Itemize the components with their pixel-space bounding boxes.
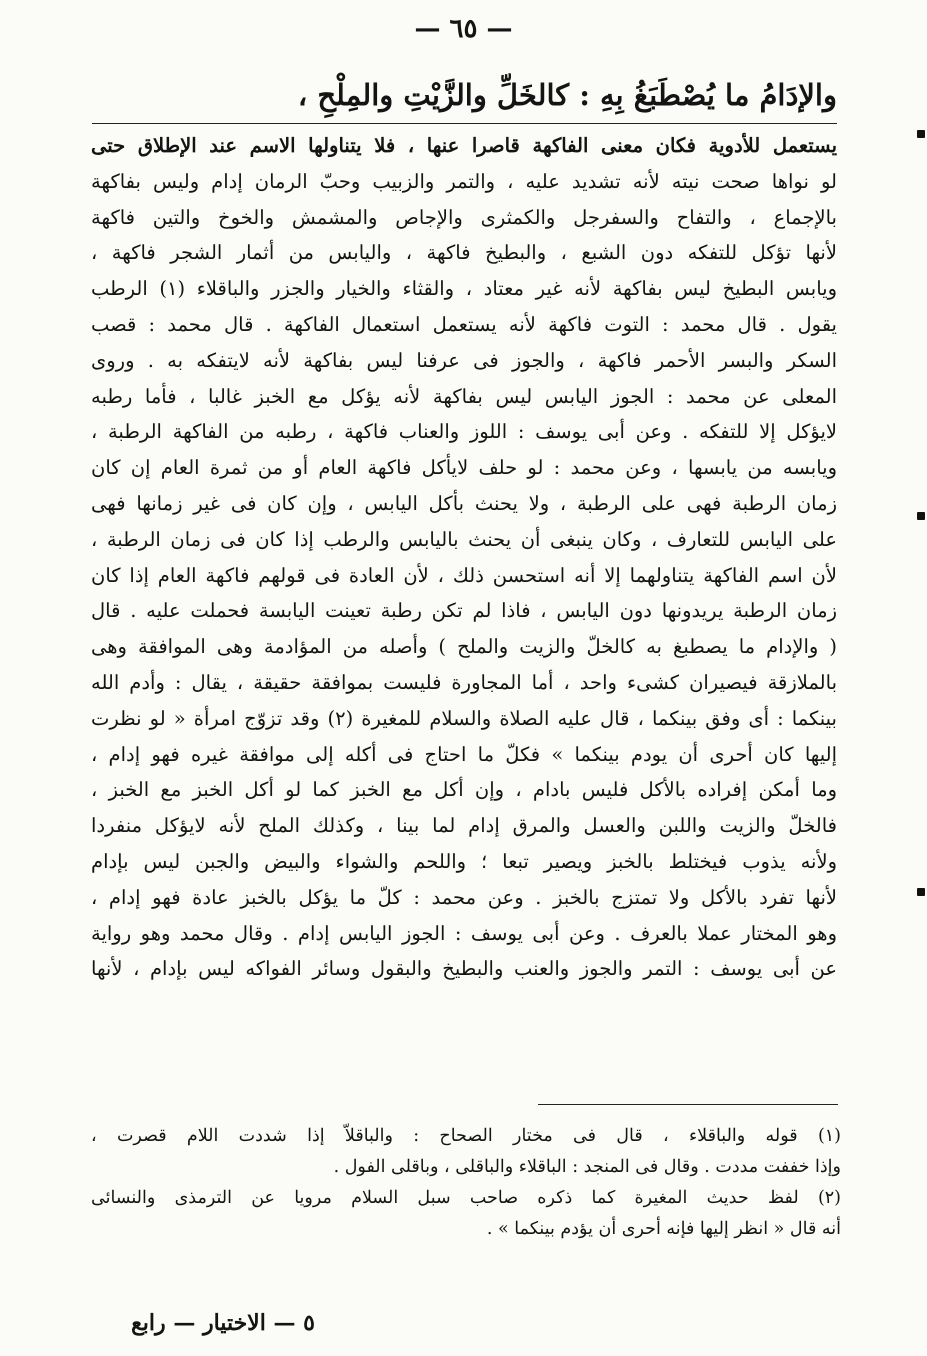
text-line: بينكما : أى وفق بينكما ، قال عليه الصلاة والسلام للمغيرة (٢) وقد تزوّج امرأة « لو نظرت <box>91 706 837 730</box>
printer-signature: ٥ — الاختيار — رابع <box>131 1310 315 1336</box>
footnote-rule <box>538 1104 838 1105</box>
margin-mark <box>917 512 925 520</box>
text-line: وهو المختار عملا بالعرف . وعن أبى يوسف : الجوز اليابس إدام . وقال محمد وهو رواية <box>91 921 837 945</box>
footnote-line: (١) قوله والباقلاء ، قال فى مختار الصحاح : والباقلاّ إذا شددت اللام قصرت ، <box>91 1126 841 1146</box>
text-line: فالخلّ والزيت واللبن والعسل والمرق إدام لما بينا ، وكذلك الملح لأنه لايؤكل منفردا <box>91 814 837 838</box>
text-line: زمان الرطبة يريدونها دون اليابس ، فاذا لم تكن رطبة تعينت اليابسة فحملت عليه . قال <box>91 599 837 623</box>
text-line: ويابسه من يابسها ، وعن محمد : لو حلف لايأكل فاكهة العام أو من ثمرة العام إن كان <box>91 456 837 480</box>
text-line: لأنها تؤكل للتفكه دون الشبع ، والبطيخ فاكهة ، واليابس من أثمار الشجر فاكهة ، <box>91 241 837 265</box>
text-line: لايؤكل إلا للتفكه . وعن أبى يوسف : اللوز والعناب فاكهة ، رطبه من الفاكهة الرطبة ، <box>91 420 837 444</box>
footnote-line: أنه قال « انظر إليها فإنه أحرى أن يؤدم بينكما » . <box>486 1219 841 1239</box>
text-line: لو نواها صحت نيته لأنه تشديد عليه ، والتمر والزبيب وحبّ الرمان إدام وليس بفاكهة <box>91 169 837 193</box>
text-line: بالإجماع ، والتفاح والسفرجل والكمثرى والإجاص والمشمش والخوخ والتين فاكهة <box>91 205 837 229</box>
footnote-line: وإذا خففت مددت . وقال فى المنجد : الباقلاء والباقلى ، وباقلى الفول . <box>333 1157 841 1177</box>
text-line: زمان الرطبة فهى على الرطبة ، ولا يحنث بأكل اليابس ، وإن كان فى غير زمانها فهى <box>91 491 837 515</box>
margin-mark <box>917 130 925 138</box>
text-line: بالملازقة فيصيران كشىء واحد ، أما المجاورة فليست بموافقة حقيقة ، يقال : وأدم الله <box>91 670 837 694</box>
text-line: لأنها تفرد بالأكل ولا تمتزج بالخبز . وعن محمد : كلّ ما يؤكل بالخبز عادة فهو إدام ، <box>91 885 837 909</box>
text-line: إليها كان أحرى أن يودم بينكما » فكلّ ما احتاج فى أكله إلى موافقة غيره فهو إدام ، <box>91 742 837 766</box>
text-line: وما أمكن إفراده بالأكل فليس بادام ، وإن أكل مع الخبز كما لو أكل الخبز مع الخبز ، <box>91 778 837 802</box>
text-line: ولأنه يذوب فيختلط بالخبز ويصير تبعا ؛ واللحم والشواء والبيض والجبن ليس بإدام <box>91 849 837 873</box>
text-line: السكر والبسر الأحمر فاكهة ، والجوز فى عرفنا ليس بفاكهة لأنه لايتفكه به . وروى <box>91 348 837 372</box>
margin-mark <box>917 888 925 896</box>
page-number: — ٦٥ — <box>414 14 513 44</box>
heading-rule <box>92 123 837 124</box>
text-line: لأن اسم الفاكهة يتناولهما إلا أنه استحسن ذلك ، لأن العادة فى قولهم فاكهة العام إذا كان <box>91 563 837 587</box>
footnote-line: (٢) لفظ حديث المغيرة كما ذكره صاحب سبل السلام مرويا عن الترمذى والنسائى <box>91 1188 841 1208</box>
text-line: على اليابس للتعارف ، وكان ينبغى أن يحنث باليابس والرطب إذا كان فى زمان الرطبة ، <box>91 527 837 551</box>
section-heading: والإدَامُ ما يُصْطَبَغُ بِهِ : كالخَلِّ والزَّيْتِ والمِلْحِ ، <box>297 78 837 112</box>
text-line: ويابس البطيخ ليس بفاكهة لأنه غير معتاد ، والقثاء والخيار والجزر والباقلاء (١) الرطب <box>91 277 837 301</box>
body-text <box>91 128 837 987</box>
text-line: عن أبى يوسف : التمر والجوز والعنب والبطيخ والبقول وسائر الفواكه ليس بإدام ، لأنها <box>91 957 837 981</box>
footnotes <box>91 1121 841 1245</box>
text-line: ( والإدام ما يصطبغ به كالخلّ والزيت والملح ) وأصله من المؤادمة وهى الموافقة وهى <box>91 635 837 659</box>
text-line: المعلى عن محمد : الجوز اليابس ليس بفاكهة لأنه يؤكل مع الخبز غالبا ، فأما رطبه <box>91 384 837 408</box>
text-line: يقول . قال محمد : التوت فاكهة لأنه يستعمل استعمال الفاكهة . قال محمد : قصب <box>91 312 837 336</box>
text-line: يستعمل للأدوية فكان معنى الفاكهة قاصرا عنها ، فلا يتناولها الاسم عند الإطلاق حتى <box>91 134 837 157</box>
